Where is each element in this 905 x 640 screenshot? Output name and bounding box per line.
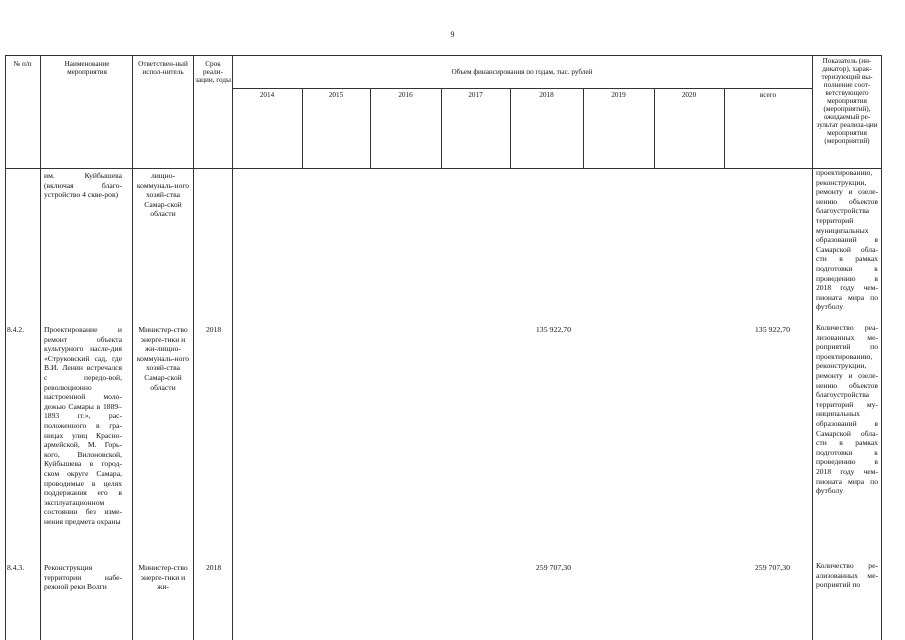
col-border <box>232 55 233 640</box>
header-year: 2020 <box>681 91 697 99</box>
col-border <box>812 55 813 640</box>
header-year-total: всего <box>759 91 777 99</box>
continuation-executor: лищно-коммуналь-ного хозяй-ства Самар-ской области <box>136 171 190 219</box>
table-top-border <box>5 55 881 56</box>
year-col-border <box>654 88 655 168</box>
row-value-2018: 135 922,70 <box>535 325 571 334</box>
row-executor: Министер-ство энерге-тики и жи-лищно-коммуналь-ного хозяй-ства Самар-ской области <box>136 325 190 392</box>
year-col-border <box>583 88 584 168</box>
row-indicator: Количество реа-лизованных ме-роприятий по проектированию, реконструкции, ремонту и озеле-нению объектов благоустройства территорий му-ниципальных образований в Самарской обла-сти в рамках подготовки к проведению в 2018 году чем-пионата мира по футболу <box>816 323 878 496</box>
continuation-indicator: проектированию, реконструкции, ремонту и озеле-нению объектов благоустройства территорий муниципальных образований в Самарской обла-сти в рамках подготовки к проведению в 2018 году чем-пионата мира по футболу <box>816 168 878 312</box>
row-executor: Министер-ство энерге-тики и жи- <box>138 563 188 592</box>
col-border <box>193 55 194 640</box>
header-year: 2014 <box>259 91 275 99</box>
header-funding: Объем финансирования по годам, тыс. рублей <box>451 68 593 76</box>
page-number: 9 <box>450 30 455 39</box>
col-border <box>132 55 133 640</box>
years-divider <box>232 88 812 89</box>
header-indicator: Показатель (ин-дикатор), харак-теризующий вы-полнение соот-ветствующего мероприятия (мероприятий), ожидаемый ре-зультат реализа-ции мероприятия (мероприятий) <box>816 57 878 145</box>
row-value-total: 259 707,30 <box>754 563 790 572</box>
row-term: 2018 <box>206 325 222 334</box>
row-indicator: Количество ре-ализованных ме-роприятий по <box>816 561 878 590</box>
year-col-border <box>441 88 442 168</box>
col-border <box>40 55 41 640</box>
row-term: 2018 <box>206 563 222 572</box>
row-name: Реконструкция территории набе-режной реки Волги <box>44 563 122 592</box>
header-name: Наименование мероприятия <box>64 60 110 76</box>
year-col-border <box>510 88 511 168</box>
row-value-2018: 259 707,30 <box>535 563 571 572</box>
year-col-border <box>302 88 303 168</box>
header-executor: Ответствен-ный испол-нитель <box>138 60 188 76</box>
header-bottom-border <box>5 168 881 169</box>
header-term: Срок реали-зации, годы <box>195 60 231 84</box>
row-number: 8.4.3. <box>7 563 25 572</box>
header-no: № п/п <box>13 60 32 68</box>
continuation-name: им. Куйбышева (включая благо-устройство 4 скве-ров) <box>44 171 122 200</box>
year-col-border <box>724 88 725 168</box>
header-year: 2017 <box>468 91 483 99</box>
year-col-border <box>370 88 371 168</box>
row-value-total: 135 922,70 <box>754 325 790 334</box>
col-border <box>881 55 882 640</box>
row-number: 8.4.2. <box>7 325 25 334</box>
row-name: Проектирование и ремонт объекта культурного насле-дия «Струковский сад, где В.И. Ленин встречался с передо-вой, революционно настроенной моло-дежью Самары в 1889–1893 гг.», рас-положенного в гра-ницах улиц Красно-армейской, М. Горь-кого, Вилоновской, Куйбышева в город-ском округе Самара, проводимые в целях поддержания его в эксплуатационном состоянии без изме-нения предмета охраны <box>44 325 122 526</box>
header-year: 2016 <box>398 91 413 99</box>
header-year: 2015 <box>328 91 344 99</box>
header-year: 2018 <box>539 91 554 99</box>
header-year: 2019 <box>611 91 626 99</box>
col-border <box>5 55 6 640</box>
